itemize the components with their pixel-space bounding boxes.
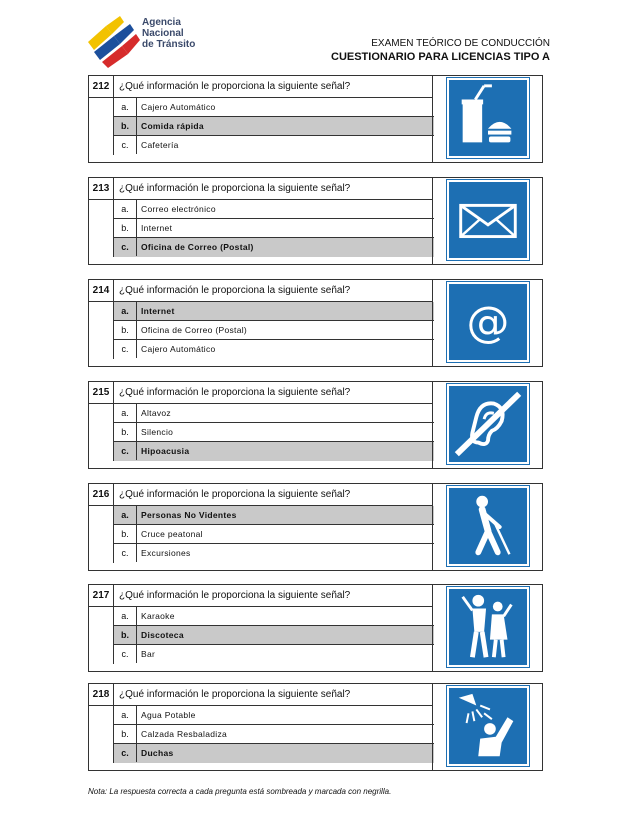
question-header xyxy=(89,684,433,706)
option-letter: c. xyxy=(114,744,137,762)
question-212 xyxy=(88,75,543,163)
option-letter: c. xyxy=(114,442,137,460)
dancing-couple-icon xyxy=(447,587,529,667)
agency-name: Agencia Nacional de Tránsito xyxy=(142,17,196,50)
option-letter: a. xyxy=(114,607,137,625)
question-header xyxy=(89,484,433,506)
option-text: Internet xyxy=(141,306,175,316)
question-218 xyxy=(88,683,543,771)
fast-food-icon xyxy=(447,78,529,158)
answer-options xyxy=(113,506,434,563)
question-213 xyxy=(88,177,543,265)
answer-option[interactable] xyxy=(114,725,434,744)
option-letter: a. xyxy=(114,200,137,218)
answer-option[interactable] xyxy=(114,200,434,219)
option-letter: a. xyxy=(114,404,137,422)
option-letter: b. xyxy=(114,525,137,543)
question-header xyxy=(89,178,433,200)
option-letter: c. xyxy=(114,136,137,154)
option-letter: c. xyxy=(114,238,137,256)
answer-options xyxy=(113,302,434,359)
question-text: ¿Qué información le proporciona la siguiente señal? xyxy=(119,285,351,296)
sign-cell xyxy=(432,484,542,570)
question-text: ¿Qué información le proporciona la siguiente señal? xyxy=(119,489,351,500)
answer-options xyxy=(113,706,434,763)
option-text: Duchas xyxy=(141,748,174,758)
sign-cell xyxy=(432,76,542,162)
answer-option[interactable] xyxy=(114,442,434,461)
option-text: Calzada Resbaladiza xyxy=(141,729,228,739)
question-number: 216 xyxy=(89,484,114,505)
option-text: Bar xyxy=(141,649,156,659)
answer-options xyxy=(113,200,434,257)
option-text: Excursiones xyxy=(141,548,191,558)
question-header xyxy=(89,585,433,607)
answer-option[interactable] xyxy=(114,744,434,763)
question-215 xyxy=(88,381,543,469)
question-number: 213 xyxy=(89,178,114,199)
shower-icon xyxy=(447,686,529,766)
exam-title: EXAMEN TEÓRICO DE CONDUCCIÓN xyxy=(371,38,550,49)
option-letter: b. xyxy=(114,219,137,237)
sign-cell xyxy=(432,178,542,264)
answer-option[interactable] xyxy=(114,607,434,626)
option-letter: c. xyxy=(114,544,137,562)
answer-options xyxy=(113,98,434,155)
answer-option[interactable] xyxy=(114,544,434,563)
question-text: ¿Qué información le proporciona la siguiente señal? xyxy=(119,387,351,398)
option-text: Agua Potable xyxy=(141,710,196,720)
question-text: ¿Qué información le proporciona la siguiente señal? xyxy=(119,590,351,601)
option-text: Altavoz xyxy=(141,408,171,418)
answer-option[interactable] xyxy=(114,98,434,117)
exam-subtitle: CUESTIONARIO PARA LICENCIAS TIPO A xyxy=(331,51,550,63)
option-text: Comida rápida xyxy=(141,121,204,131)
option-text: Cafetería xyxy=(141,140,179,150)
footer-note: Nota: La respuesta correcta a cada pregunta está sombreada y marcada con negrilla. xyxy=(88,787,392,796)
option-letter: a. xyxy=(114,98,137,116)
answer-option[interactable] xyxy=(114,626,434,645)
question-number: 214 xyxy=(89,280,114,301)
question-header xyxy=(89,382,433,404)
question-216 xyxy=(88,483,543,571)
question-number: 217 xyxy=(89,585,114,606)
option-text: Hipoacusia xyxy=(141,446,190,456)
answer-options xyxy=(113,607,434,664)
option-text: Oficina de Correo (Postal) xyxy=(141,325,248,335)
answer-option[interactable] xyxy=(114,302,434,321)
question-text: ¿Qué información le proporciona la siguiente señal? xyxy=(119,81,351,92)
option-letter: b. xyxy=(114,725,137,743)
answer-option[interactable] xyxy=(114,706,434,725)
option-letter: a. xyxy=(114,506,137,524)
question-text: ¿Qué información le proporciona la siguiente señal? xyxy=(119,689,351,700)
answer-option[interactable] xyxy=(114,645,434,664)
envelope-icon xyxy=(447,180,529,260)
answer-option[interactable] xyxy=(114,404,434,423)
option-text: Internet xyxy=(141,223,173,233)
option-text: Cajero Automático xyxy=(141,102,216,112)
question-number: 215 xyxy=(89,382,114,403)
option-letter: c. xyxy=(114,340,137,358)
option-text: Cruce peatonal xyxy=(141,529,203,539)
answer-options xyxy=(113,404,434,461)
answer-option[interactable] xyxy=(114,423,434,442)
option-text: Oficina de Correo (Postal) xyxy=(141,242,254,252)
option-letter: c. xyxy=(114,645,137,663)
answer-option[interactable] xyxy=(114,525,434,544)
option-letter: a. xyxy=(114,302,137,320)
answer-option[interactable] xyxy=(114,321,434,340)
question-214 xyxy=(88,279,543,367)
svg-text:@: @ xyxy=(466,297,510,348)
sign-cell xyxy=(432,684,542,770)
option-text: Discoteca xyxy=(141,630,184,640)
question-number: 212 xyxy=(89,76,114,97)
answer-option[interactable] xyxy=(114,506,434,525)
question-number: 218 xyxy=(89,684,114,705)
option-text: Cajero Automático xyxy=(141,344,216,354)
answer-option[interactable] xyxy=(114,136,434,155)
option-text: Karaoke xyxy=(141,611,175,621)
hearing-impaired-icon xyxy=(447,384,529,464)
answer-option[interactable] xyxy=(114,238,434,257)
sign-cell xyxy=(432,585,542,671)
sign-cell xyxy=(432,280,542,366)
option-letter: b. xyxy=(114,321,137,339)
question-header xyxy=(89,76,433,98)
answer-option[interactable] xyxy=(114,340,434,359)
answer-option[interactable] xyxy=(114,117,434,136)
option-text: Silencio xyxy=(141,427,174,437)
option-letter: b. xyxy=(114,423,137,441)
blind-person-icon xyxy=(447,486,529,566)
at-sign-icon xyxy=(447,282,529,362)
option-letter: a. xyxy=(114,706,137,724)
answer-option[interactable] xyxy=(114,219,434,238)
option-letter: b. xyxy=(114,626,137,644)
question-217 xyxy=(88,584,543,672)
question-text: ¿Qué información le proporciona la siguiente señal? xyxy=(119,183,351,194)
question-header xyxy=(89,280,433,302)
option-text: Personas No Videntes xyxy=(141,510,237,520)
option-letter: b. xyxy=(114,117,137,135)
sign-cell xyxy=(432,382,542,468)
option-text: Correo electrónico xyxy=(141,204,216,214)
